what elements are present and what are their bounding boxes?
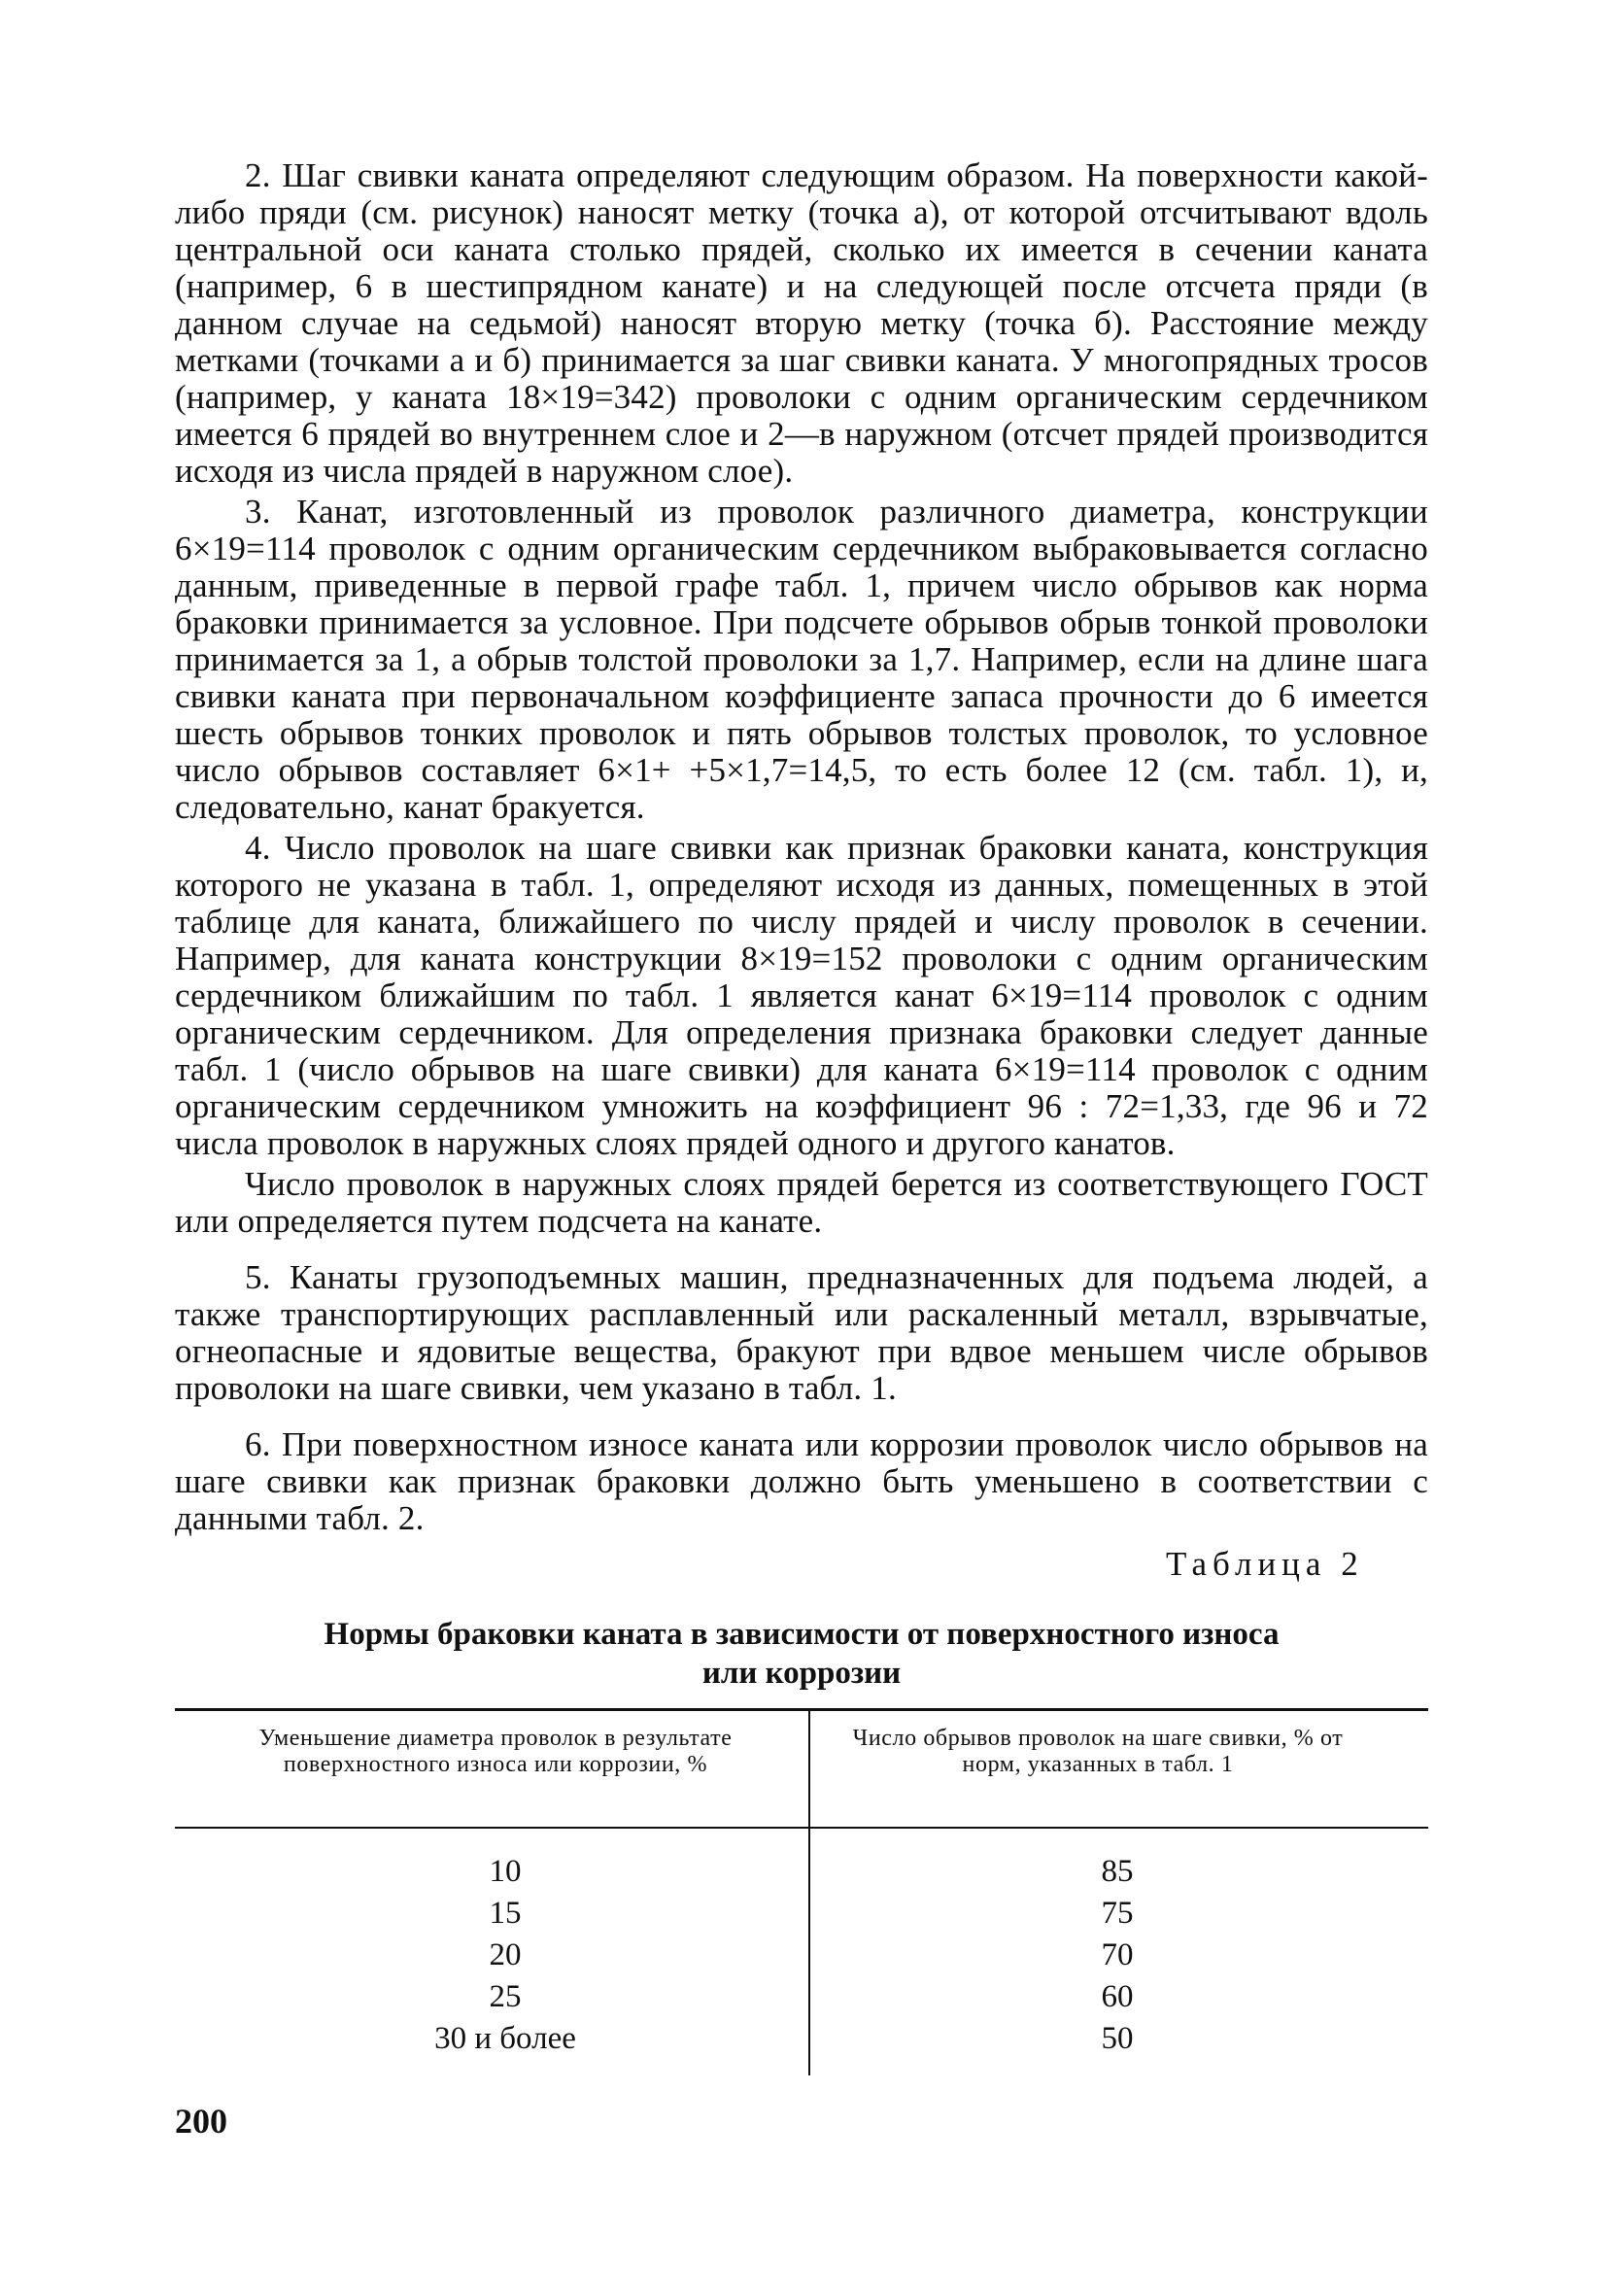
table-cell-diameter: 30 и более xyxy=(434,2021,576,2056)
table-cell-diameter: 15 xyxy=(489,1896,522,1931)
paragraph-2: 2. Шаг свивки каната определяют следующим образом. На поверхности какой-либо пряди (см. рисунок) наносят метку (точка а), от которой отсчитывают вдоль центральной оси каната столько прядей, сколько их имеется в сечении каната (например, 6 в шестипрядном канате) и на следующей после отсчета пряди (в данном случае на седьмой) наносят вторую метку (точка б). Расстояние между метками (точками а и б) принимается за шаг свивки каната. У многопрядных тросов (например, у каната 18×19=342) проволоки с одним органическим сердечником имеется 6 прядей во внутреннем слое и 2—в наружном (отсчет прядей производится исходя из числа прядей в наружном слое). xyxy=(175,156,1428,490)
paragraph-3: 3. Канат, изготовленный из проволок различного диаметра, конструкции 6×19=114 проволок с одним органическим сердечником выбраковывается согласно данным, приведенные в первой графе табл. 1, причем число обрывов как норма браковки принимается за условное. При подсчете обрывов обрыв тонкой проволоки принимается за 1, а обрыв толстой проволоки за 1,7. Например, если на длине шага свивки каната при первоначальном коэффициенте запаса прочности до 6 имеется шесть обрывов тонких проволок и пять обрывов толстых проволок, то условное число обрывов составляет 6×1+ +5×1,7=14,5, то есть более 12 (см. табл. 1), и, следовательно, канат бракуется. xyxy=(175,493,1428,826)
table-title-line-2: или коррозии xyxy=(701,1656,902,1691)
table-cell-diameter: 20 xyxy=(489,1937,522,1972)
paragraph-4: 4. Число проволок на шаге свивки как признак браковки каната, конструкция которого не указана в табл. 1, определяют исходя из данных, помещенных в этой таблице для каната, ближайшего по числу прядей и числу проволок в сечении. Например, для каната конструкции 8×19=152 проволоки с одним органическим сердечником ближайшим по табл. 1 является канат 6×19=114 проволок с одним органическим сердечником. Для определения признака браковки следует данные табл. 1 (число обрывов на шаге свивки) для каната 6×19=114 проволок с одним органическим сердечником умножить на коэффициент 96 : 72=1,33, где 96 и 72 числа проволок в наружных слоях прядей одного и другого канатов. xyxy=(175,829,1428,1162)
table-cell-breaks: 60 xyxy=(1101,1979,1134,2014)
table-number-label: Таблица 2 xyxy=(1166,1545,1364,1583)
table-cell-breaks: 50 xyxy=(1101,2021,1134,2056)
table-cell-diameter: 25 xyxy=(489,1979,522,2014)
paragraph-4-note: Число проволок в наружных слоях прядей берется из соответствующего ГОСТ или определяется путем подсчета на канате. xyxy=(175,1165,1428,1240)
table-column-breaks xyxy=(972,1851,1263,2060)
document-body xyxy=(175,157,1428,1537)
table-header-rule xyxy=(175,1827,1428,1829)
table-title-line-1: Нормы браковки каната в зависимости от поверхностного износа xyxy=(324,1617,1280,1652)
table-title xyxy=(175,1615,1428,1693)
paragraph-6: 6. При поверхностном износе каната или коррозии проволок число обрывов на шаге свивки как признак браковки должно быть уменьшено в соответствии с данными табл. 2. xyxy=(175,1425,1428,1537)
paragraph-5: 5. Канаты грузоподъемных машин, предназначенных для подъема людей, а также транспортирующих расплавленный или раскаленный металл, взрывчатые, огнеопасные и ядовитые вещества, бракуют при вдвое меньшем числе обрывов проволоки на шаге свивки, чем указано в табл. 1. xyxy=(175,1258,1428,1407)
page-number: 200 xyxy=(175,2102,227,2141)
table-cell-breaks: 70 xyxy=(1101,1937,1134,1972)
table-cell-breaks: 85 xyxy=(1101,1854,1134,1889)
table-header-diameter: Уменьшение диаметра проволок в результате поверхностного износа или коррозии, % xyxy=(258,1726,733,1777)
table-header-breaks: Число обрывов проволок на шаге свивки, % от норм, указанных в табл. 1 xyxy=(852,1726,1344,1777)
table-cell-diameter: 10 xyxy=(489,1854,522,1889)
table-column-diameter xyxy=(359,1851,651,2060)
table-column-divider xyxy=(808,1708,810,2075)
table-cell-breaks: 75 xyxy=(1101,1896,1134,1931)
table-top-rule xyxy=(175,1708,1428,1711)
